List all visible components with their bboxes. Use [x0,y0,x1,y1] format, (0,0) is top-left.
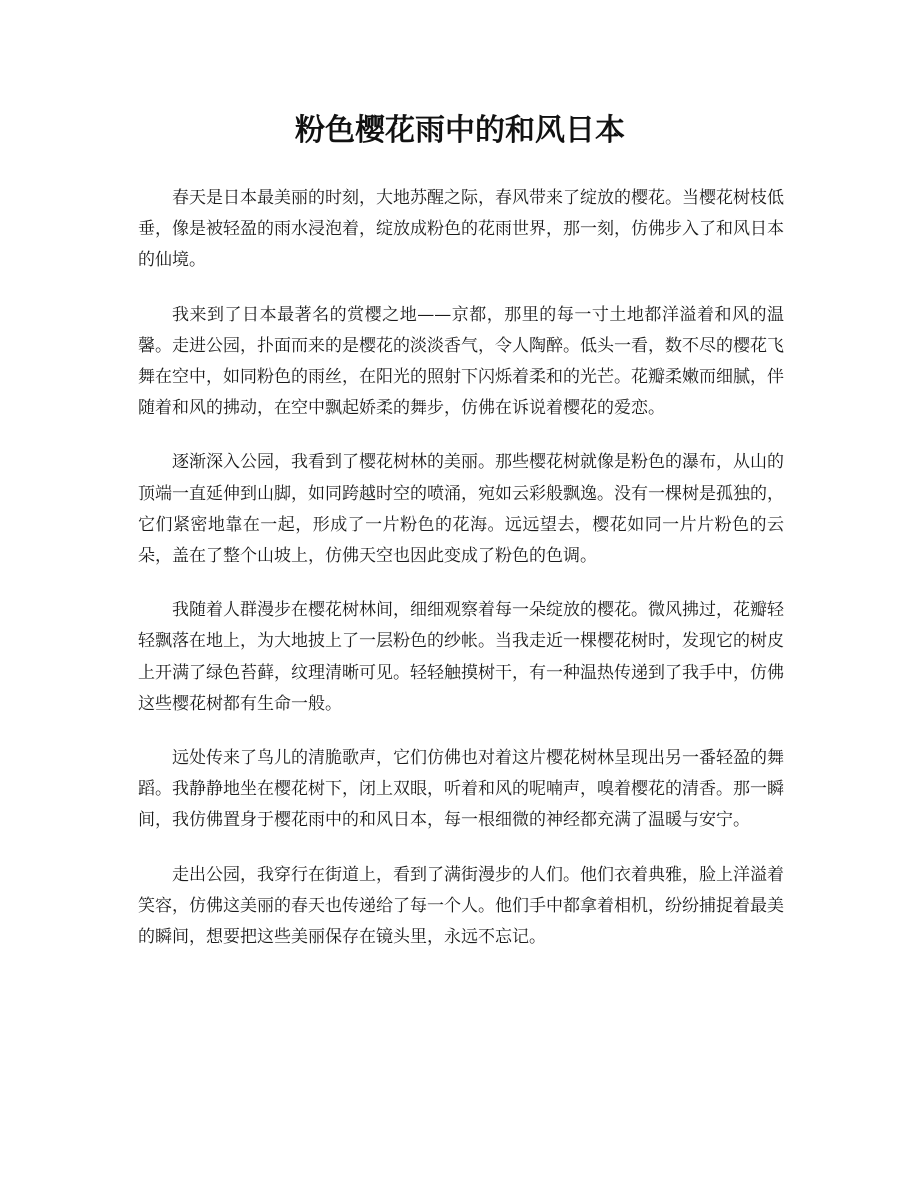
paragraph: 春天是日本最美丽的时刻，大地苏醒之际，春风带来了绽放的樱花。当樱花树枝低垂，像是被轻盈的雨水浸泡着，绽放成粉色的花雨世界，那一刻，仿佛步入了和风日本的仙境。 [138,188,784,271]
paragraph: 逐渐深入公园，我看到了樱花树林的美丽。那些樱花树就像是粉色的瀑布，从山的顶端一直延伸到山脚，如同跨越时空的喷涌，宛如云彩般飘逸。没有一棵树是孤独的，它们紧密地靠在一起，形成了一片粉色的花海。远远望去，樱花如同一片片粉色的云朵，盖在了整个山坡上，仿佛天空也因此变成了粉色的色调。 [138,452,784,567]
paragraph: 我随着人群漫步在樱花树林间，细细观察着每一朵绽放的樱花。微风拂过，花瓣轻轻飘落在地上，为大地披上了一层粉色的纱帐。当我走近一棵樱花树时，发现它的树皮上开满了绿色苔藓，纹理清晰可见。轻轻触摸树干，有一种温热传递到了我手中，仿佛这些樱花树都有生命一般。 [138,600,784,714]
paragraph: 远处传来了鸟儿的清脆歌声，它们仿佛也对着这片樱花树林呈现出另一番轻盈的舞蹈。我静静地坐在樱花树下，闭上双眼，听着和风的呢喃声，嗅着樱花的清香。那一瞬间，我仿佛置身于樱花雨中的和风日本，每一根细微的神经都充满了温暖与安宁。 [138,748,784,831]
paragraph: 我来到了日本最著名的赏樱之地——京都，那里的每一寸土地都洋溢着和风的温馨。走进公园，扑面而来的是樱花的淡淡香气，令人陶醉。低头一看，数不尽的樱花飞舞在空中，如同粉色的雨丝，在阳光的照射下闪烁着柔和的光芒。花瓣柔嫩而细腻，伴随着和风的拂动，在空中飘起娇柔的舞步，仿佛在诉说着樱花的爱恋。 [138,304,784,419]
paragraph: 走出公园，我穿行在街道上，看到了满街漫步的人们。他们衣着典雅，脸上洋溢着笑容，仿佛这美丽的春天也传递给了每一个人。他们手中都拿着相机，纷纷捕捉着最美的瞬间，想要把这些美丽保存在镜头里，永远不忘记。 [138,864,784,948]
document-title: 粉色樱花雨中的和风日本 [295,113,625,148]
document-body [138,183,784,976]
